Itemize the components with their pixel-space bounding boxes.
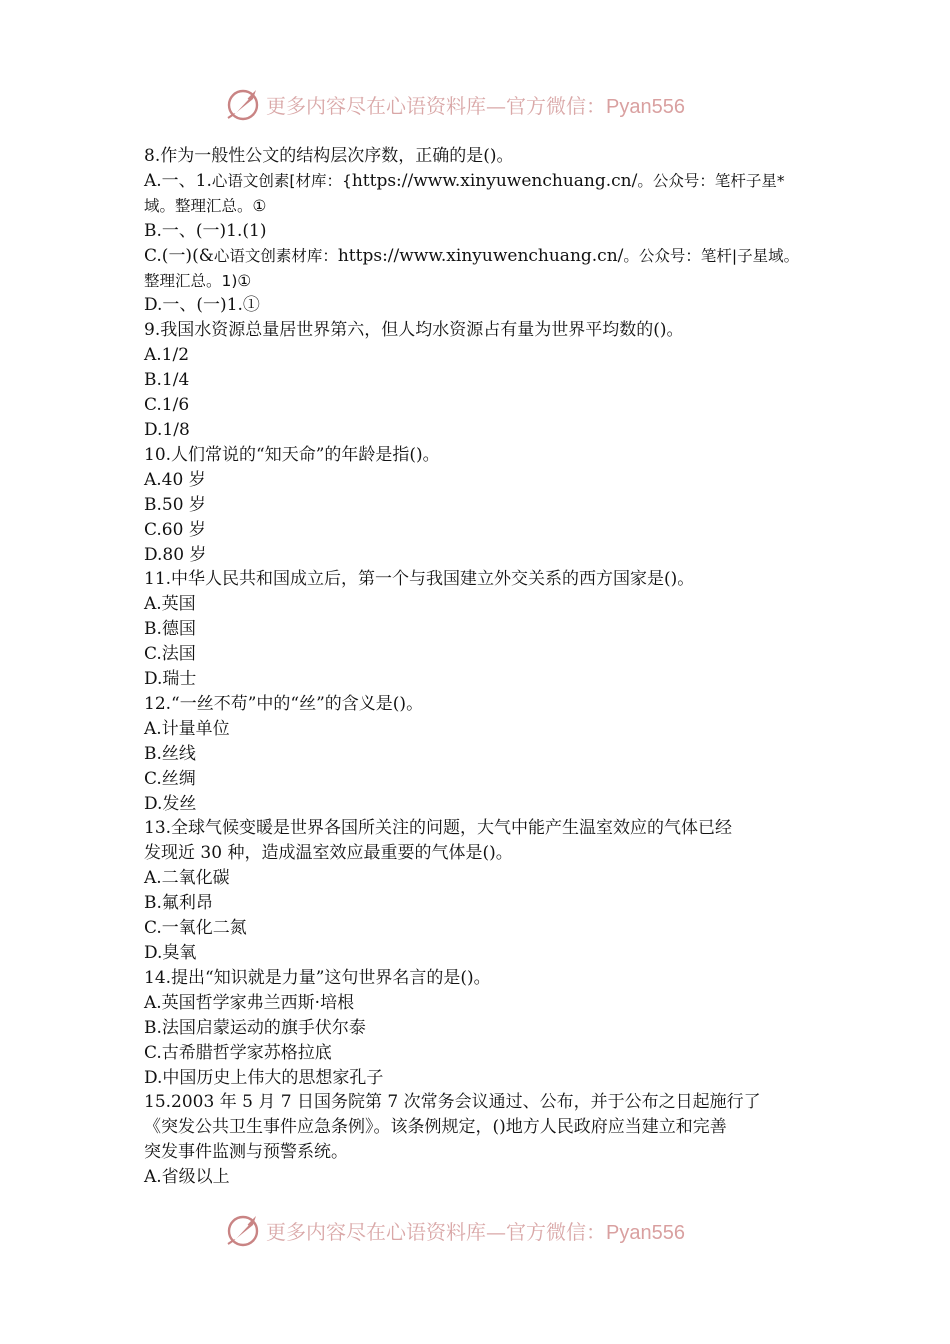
question-12-option-b: B.丝线 [144, 743, 196, 764]
quill-logo-icon [226, 86, 262, 122]
question-10-option-d: D.80 岁 [144, 544, 207, 565]
question-14-option-c: C.古希腊哲学家苏格拉底 [144, 1042, 332, 1063]
question-10-stem: 10.人们常说的“知天命”的年龄是指()。 [144, 444, 440, 465]
watermark-url: https://www.xinyuwenchuang.cn/ [337, 245, 624, 266]
question-14-option-d: D.中国历史上伟大的思想家孔子 [144, 1067, 384, 1088]
question-15-stem-line3: 突发事件监测与预警系统。 [144, 1142, 348, 1163]
header-banner-label: 更多内容尽在心语资料库—官方微信： [266, 93, 606, 118]
question-13-option-a: A.二氧化碳 [144, 868, 230, 889]
question-8-stem: 8.作为一般性公文的结构层次序数，正确的是()。 [144, 146, 514, 166]
question-13-option-d: D.臭氧 [144, 943, 197, 963]
footer-banner-label: 更多内容尽在心语资料库—官方微信： [266, 1219, 606, 1244]
question-11-option-d: D.瑞士 [144, 669, 197, 690]
header-banner-text [266, 90, 685, 119]
question-13-option-b: B.氟利昂 [144, 893, 213, 914]
question-12-option-c: C.丝绸 [144, 768, 196, 789]
question-14-stem: 14.提出“知识就是力量”这句世界名言的是()。 [144, 967, 491, 988]
question-15-option-a: A.省级以上 [144, 1167, 230, 1188]
option-prefix: C.(一)(& [144, 245, 214, 266]
question-11-option-a: A.英国 [144, 594, 196, 615]
question-10-option-c: C.60 岁 [144, 519, 206, 540]
question-15-stem-line1: 15.2003 年 5 月 7 日国务院第 7 次常务会议通过、公布，并于公布之日起施行了 [144, 1092, 761, 1113]
question-12-stem: 12.“一丝不苟”中的“丝”的含义是()。 [144, 693, 424, 714]
quill-logo-icon [226, 1212, 262, 1248]
question-8-option-c-line2: 整理汇总。1)① [144, 271, 252, 290]
question-11-stem: 11.中华人民共和国成立后，第一个与我国建立外交关系的西方国家是()。 [144, 569, 695, 590]
footer-banner [226, 1210, 726, 1250]
question-9-stem: 9.我国水资源总量居世界第六，但人均水资源占有量为世界平均数的()。 [144, 320, 684, 341]
header-banner [226, 84, 726, 124]
question-9-option-b: B.1/4 [144, 370, 190, 391]
question-8-option-b: B.一、(一)1.(1) [144, 220, 267, 241]
watermark-text: 。公众号：笔杆|子星域。 [623, 246, 800, 265]
question-13-option-c: C.一氧化二氮 [144, 918, 247, 939]
watermark-url: https://www.xinyuwenchuang.cn/ [351, 170, 638, 191]
watermark-text: 。公众号：笔杆子星* [637, 171, 785, 190]
question-14-option-b: B.法国启蒙运动的旗手伏尔泰 [144, 1017, 366, 1038]
question-10-option-b: B.50 岁 [144, 494, 206, 515]
question-11-option-b: B.德国 [144, 619, 196, 640]
footer-wechat-id: Pyan556 [606, 1221, 685, 1244]
question-12-option-d: D.发丝 [144, 793, 197, 814]
question-12-option-a: A.计量单位 [144, 718, 230, 739]
question-14-option-a: A.英国哲学家弗兰西斯·培根 [144, 992, 355, 1013]
question-8-option-c-line1 [144, 244, 814, 269]
option-prefix: A.一、1. [144, 170, 212, 191]
question-10-option-a: A.40 岁 [144, 469, 206, 490]
question-8-option-a-line2: 域。整理汇总。① [144, 196, 267, 215]
footer-banner-text [266, 1216, 685, 1245]
question-list [144, 144, 814, 1190]
question-13-stem-line1: 13.全球气候变暖是世界各国所关注的问题，大气中能产生温室效应的气体已经 [144, 818, 733, 839]
question-8-option-a-line1 [144, 169, 814, 194]
question-15-stem-line2: 《突发公共卫生事件应急条例》。该条例规定，()地方人民政府应当建立和完善 [144, 1117, 727, 1138]
question-9-option-d: D.1/8 [144, 419, 190, 440]
question-13-stem-line2: 发现近 30 种，造成温室效应最重要的气体是()。 [144, 843, 513, 864]
watermark-text: 心语文创素材库： [213, 246, 338, 265]
header-wechat-id: Pyan556 [606, 95, 685, 118]
watermark-text: 心语文创素[材库：{ [211, 171, 352, 190]
question-8-option-d: D.一、(一)1.① [144, 295, 260, 316]
question-11-option-c: C.法国 [144, 644, 196, 665]
question-9-option-c: C.1/6 [144, 395, 190, 416]
question-9-option-a: A.1/2 [144, 345, 190, 366]
